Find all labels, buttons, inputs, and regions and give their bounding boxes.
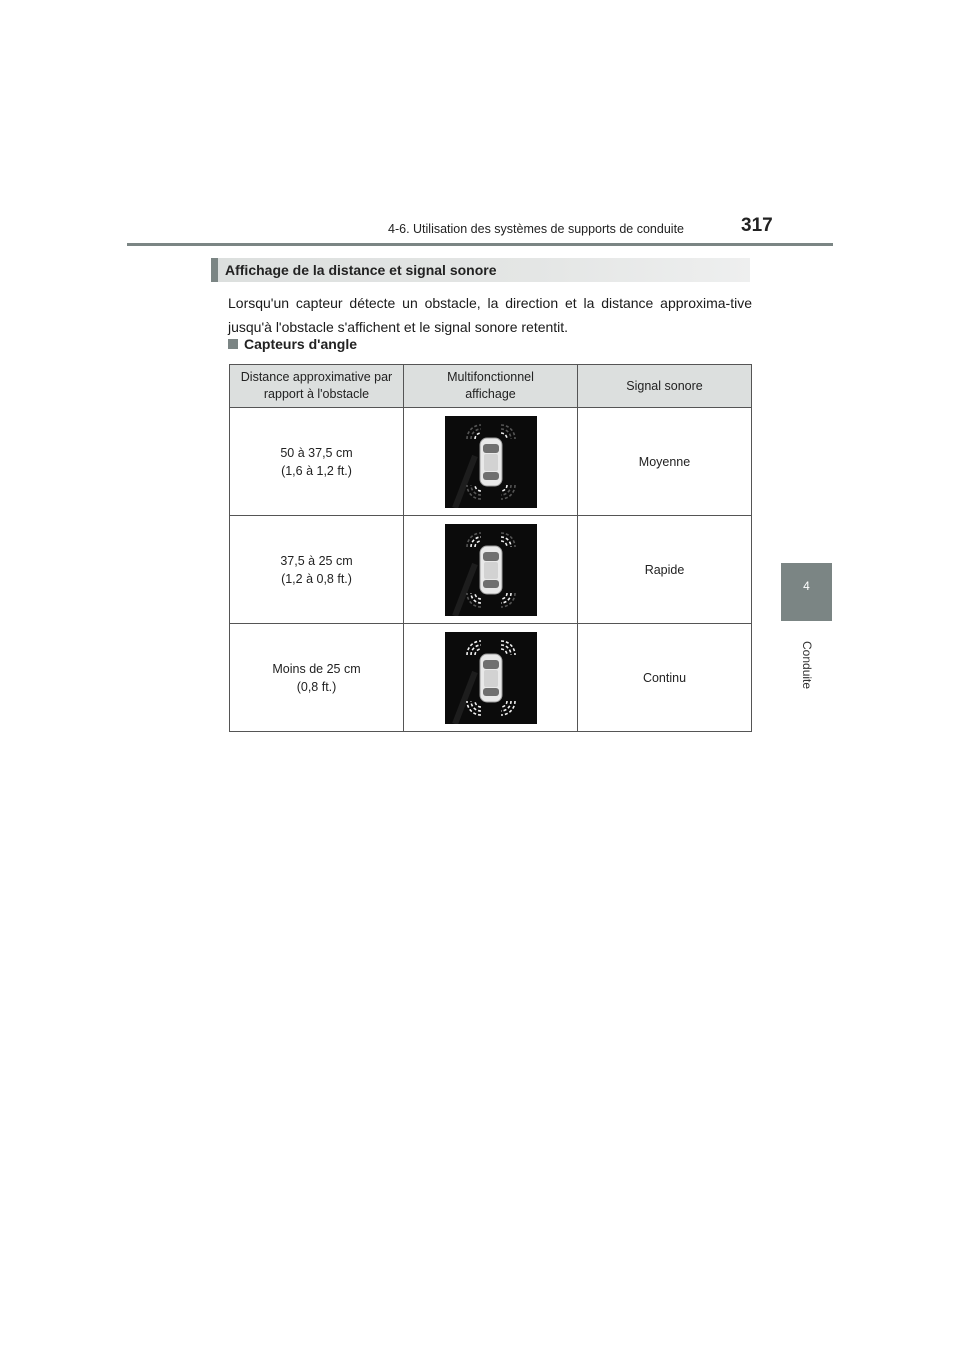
- table-header-row: [230, 365, 752, 408]
- subheading: [228, 336, 357, 352]
- sensor-table: [229, 364, 752, 732]
- distance-cell: [230, 516, 404, 624]
- parking-sensor-display-icon: [445, 416, 537, 508]
- display-cell: [404, 624, 578, 732]
- signal-cell: Continu: [578, 624, 752, 732]
- header-display: [404, 365, 578, 408]
- display-cell: [404, 516, 578, 624]
- intro-paragraph: Lorsqu'un capteur détecte un obstacle, la direction et la distance approxima-tive jusqu'à l'obstacle s'affichent et le signal sonore retentit.: [228, 295, 752, 335]
- parking-sensor-display-icon: [445, 632, 537, 724]
- distance-imperial: (1,2 à 0,8 ft.): [281, 571, 352, 586]
- distance-cell: [230, 624, 404, 732]
- distance-value: 37,5 à 25 cm: [280, 553, 353, 568]
- parking-sensor-display-icon: [445, 524, 537, 616]
- signal-cell: Rapide: [578, 516, 752, 624]
- header-rule: [127, 243, 833, 246]
- page-number: 317: [741, 215, 773, 236]
- distance-value: 50 à 37,5 cm: [280, 445, 353, 460]
- display-cell: [404, 408, 578, 516]
- header-display-line1: Multifonctionnel: [447, 370, 534, 384]
- running-header: 4-6. Utilisation des systèmes de supports de conduite: [388, 222, 684, 236]
- section-heading-bar: [211, 258, 750, 282]
- header-display-line2: affichage: [465, 387, 516, 401]
- header-distance-line2: rapport à l'obstacle: [263, 387, 370, 401]
- section-heading-accent: [211, 258, 218, 282]
- header-distance: [230, 365, 404, 408]
- table-row: [230, 408, 752, 516]
- signal-cell: Moyenne: [578, 408, 752, 516]
- square-bullet-icon: [228, 339, 238, 349]
- section-title: Affichage de la distance et signal sonore: [225, 262, 497, 278]
- table-row: [230, 624, 752, 732]
- header-distance-line1: Distance approximative par: [240, 370, 393, 384]
- distance-imperial: (0,8 ft.): [296, 679, 337, 694]
- header-signal: Signal sonore: [578, 365, 752, 408]
- chapter-tab-number: 4: [803, 579, 810, 593]
- chapter-tab[interactable]: [781, 563, 832, 621]
- distance-imperial: (1,6 à 1,2 ft.): [281, 463, 352, 478]
- subheading-text: Capteurs d'angle: [244, 336, 358, 352]
- chapter-tab-label: Conduite: [800, 640, 814, 690]
- distance-cell: [230, 408, 404, 516]
- distance-value: Moins de 25 cm: [272, 661, 361, 676]
- table-row: [230, 516, 752, 624]
